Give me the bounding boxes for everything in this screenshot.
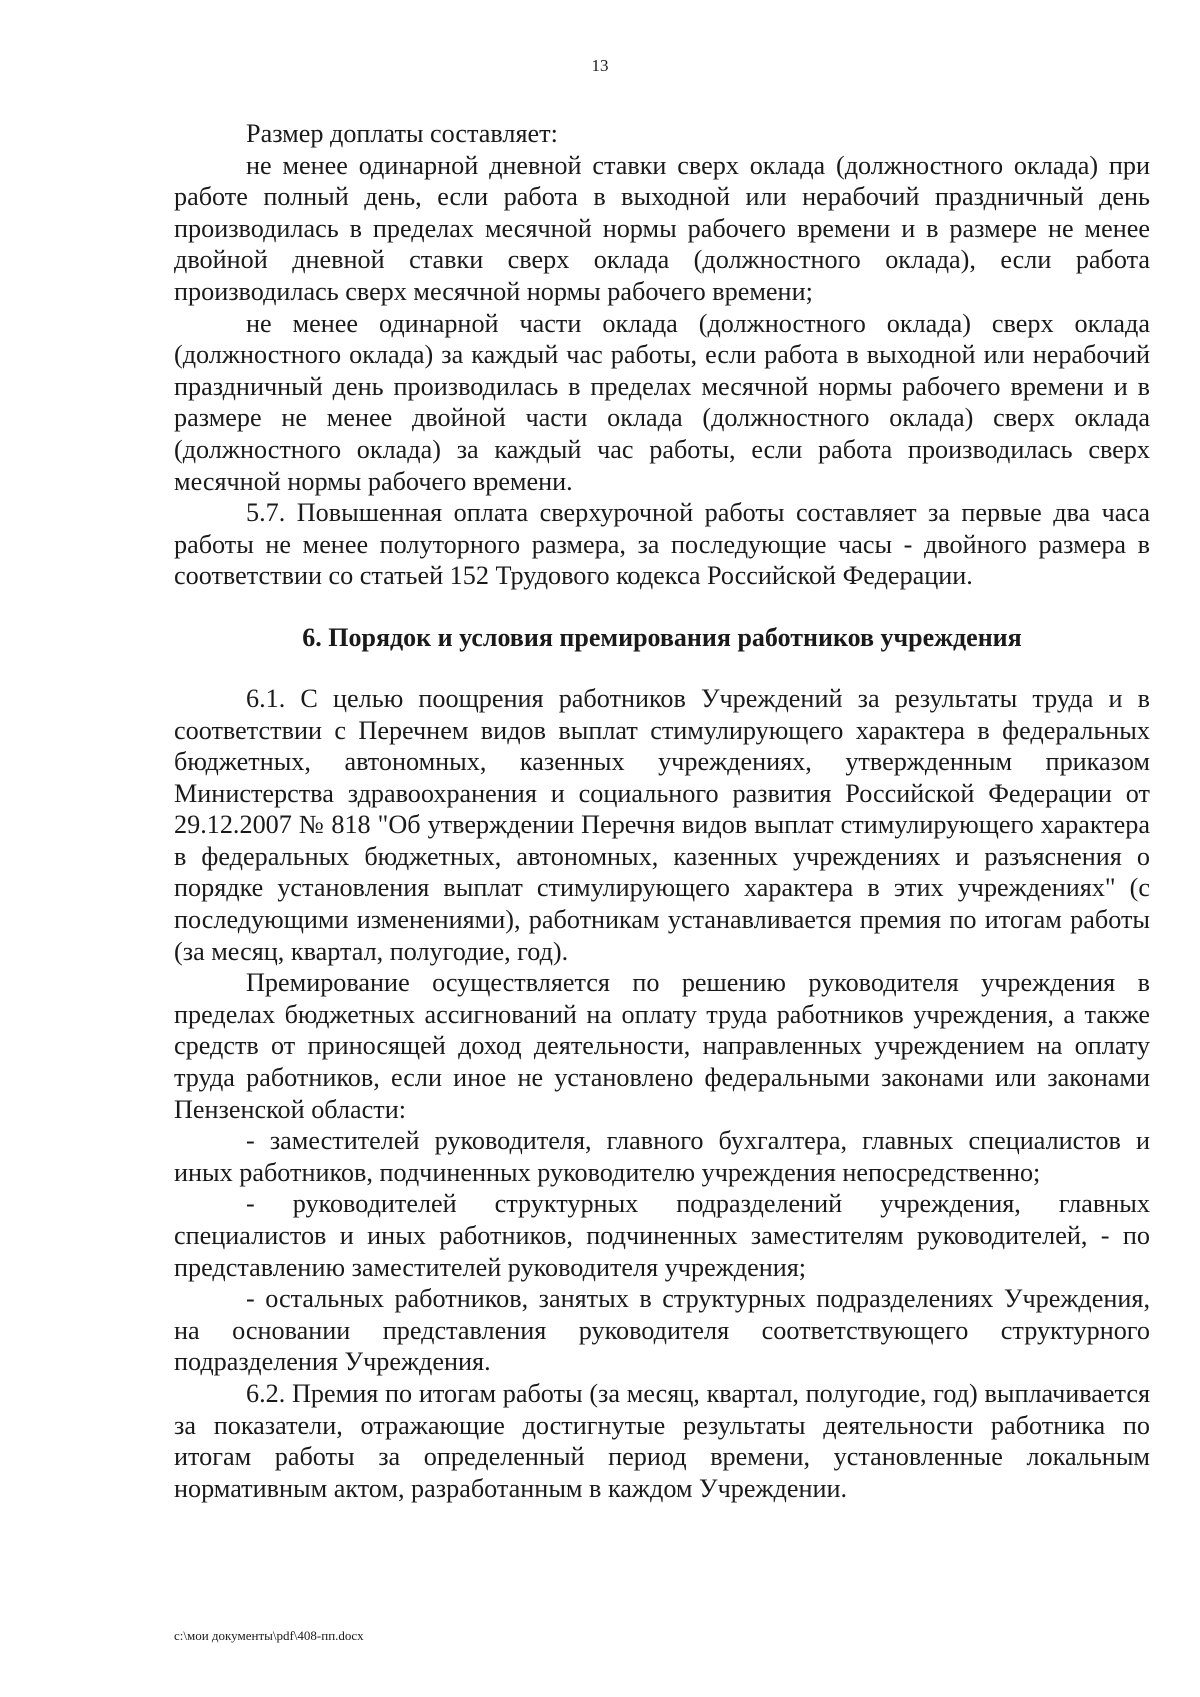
paragraph: 6.2. Премия по итогам работы (за месяц, квартал, полугодие, год) выплачивается за показатели, отражающие достигнутые результаты деятельности работника по итогам работы за определенный период времени, установленные локальным нормативным актом, разработанным в каждом Учреждении. bbox=[174, 1378, 1150, 1503]
paragraph: 5.7. Повышенная оплата сверхурочной работы составляет за первые два часа работы не менее полуторного размера, за последующие часы - двойного размера в соответствии со статьей 152 Трудового кодекса Российской Федерации. bbox=[174, 498, 1150, 591]
paragraph: - заместителей руководителя, главного бухгалтера, главных специалистов и иных работников, подчиненных руководителю учреждения непосредственно; bbox=[174, 1126, 1150, 1187]
paragraph: - остальных работников, занятых в структурных подразделениях Учреждения, на основании представления руководителя соответствующего структурного подразделения Учреждения. bbox=[174, 1284, 1150, 1377]
paragraph: не менее одинарной части оклада (должностного оклада) сверх оклада (должностного оклада) за каждый час работы, если работа в выходной или нерабочий праздничный день производилась в пределах месячной нормы рабочего времени и в размере не менее двойной части оклада (должностного оклада) сверх оклада (должностного оклада) за каждый час работы, если работа производилась сверх месячной нормы рабочего времени. bbox=[174, 308, 1150, 496]
paragraph: 6.1. С целью поощрения работников Учреждений за результаты труда и в соответствии с Перечнем видов выплат стимулирующего характера в федеральных бюджетных, автономных, казенных учреждениях, утвержденным приказом Министерства здравоохранения и социального развития Российской Федерации от 29.12.2007 № 818 "Об утверждении Перечня видов выплат стимулирующего характера в федеральных бюджетных, автономных, казенных учреждениях и разъяснения о порядке установления выплат стимулирующего характера в этих учреждениях" (с последующими изменениями), работникам устанавливается премия по итогам работы (за месяц, квартал, полугодие, год). bbox=[174, 683, 1150, 966]
page-number: 13 bbox=[591, 56, 609, 75]
paragraph: Размер доплаты составляет: bbox=[246, 119, 558, 148]
paragraph: Премирование осуществляется по решению руководителя учреждения в пределах бюджетных ассигнований на оплату труда работников учреждения, а также средств от приносящей доход деятельности, направленных учреждением на оплату труда работников, если иное не установлено федеральными законами или законами Пензенской области: bbox=[174, 968, 1150, 1124]
paragraph: - руководителей структурных подразделений учреждения, главных специалистов и иных работников, подчиненных заместителям руководителей, - по представлению заместителей руководителя учреждения; bbox=[174, 1189, 1150, 1282]
paragraph: не менее одинарной дневной ставки сверх оклада (должностного оклада) при работе полный день, если работа в выходной или нерабочий праздничный день производилась в пределах месячной нормы рабочего времени и в размере не менее двойной дневной ставки сверх оклада (должностного оклада), если работа производилась сверх месячной нормы рабочего времени; bbox=[174, 150, 1150, 306]
document-body bbox=[174, 118, 1150, 1504]
footer-file-path: c:\мои документы\pdf\408-пп.docx bbox=[174, 1628, 364, 1643]
section-heading: 6. Порядок и условия премирования работников учреждения bbox=[302, 622, 1022, 652]
